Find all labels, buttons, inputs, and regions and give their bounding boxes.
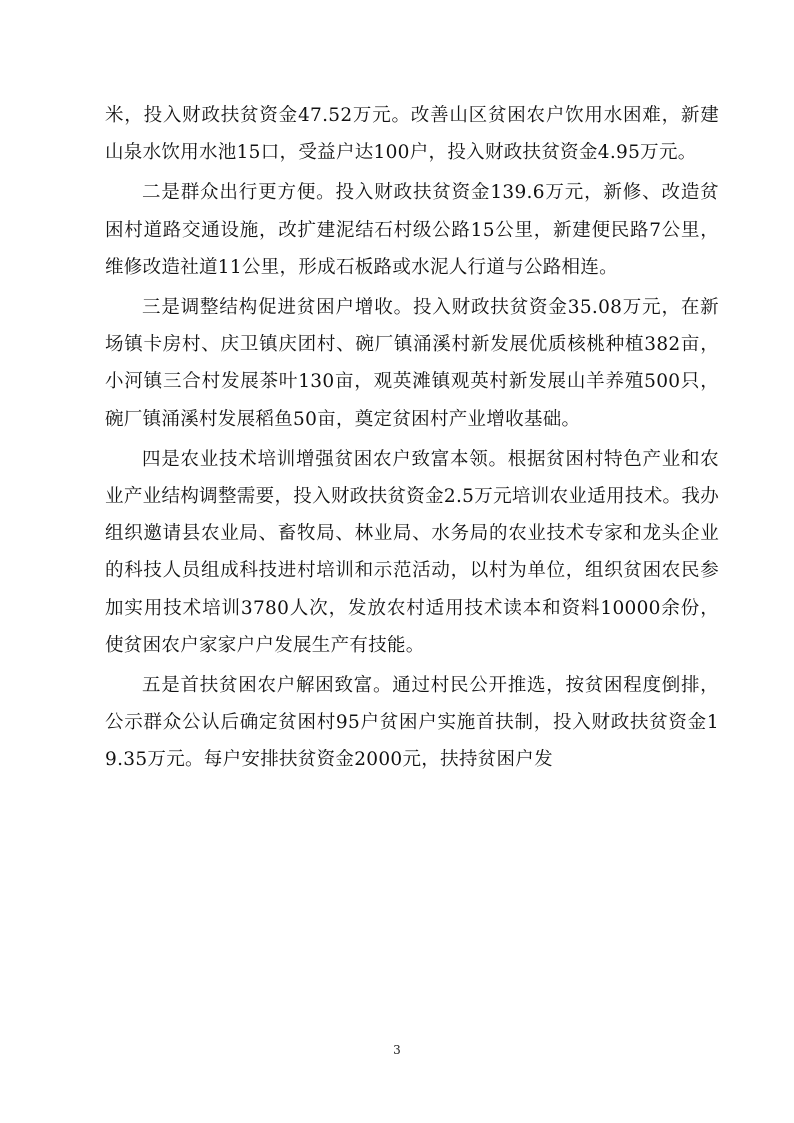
paragraph-industry-structure: 三是调整结构促进贫困户增收。投入财政扶贫资金35.08万元，在新场镇卡房村、庆卫镇庆团村、碗厂镇涌溪村新发展优质核桃种植382亩，小河镇三合村发展茶叶130亩，观英滩镇观英村新发展山羊养殖500只，碗厂镇涌溪村发展稻鱼50亩，奠定贫困村产业增收基础。 [105,297,719,430]
paragraph-first-support: 五是首扶贫困农户解困致富。通过村民公开推选，按贫困程度倒排，公示群众公认后确定贫困村95户贫困户实施首扶制，投入财政扶贫资金19.35万元。每户安排扶贫资金2000元，扶持贫困户发 [105,675,719,771]
page-number: 3 [393,1043,401,1057]
paragraph-continuation: 米，投入财政扶贫资金47.52万元。改善山区贫困农户饮用水困难，新建山泉水饮用水池15口，受益户达100户，投入财政扶贫资金4.95万元。 [105,105,719,164]
paragraph-agri-training: 四是农业技术培训增强贫困农户致富本领。根据贫困村特色产业和农业产业结构调整需要，投入财政扶贫资金2.5万元培训农业适用技术。我办组织邀请县农业局、畜牧局、林业局、水务局的农业技术专家和龙头企业的科技人员组成科技进村培训和示范活动，以村为单位，组织贫困农民参加实用技术培训3780人次，发放农村适用技术读本和资料10000余份，使贫困农户家家户户发展生产有技能。 [105,448,719,656]
document-body [105,97,719,782]
paragraph-transport: 二是群众出行更方便。投入财政扶贫资金139.6万元，新修、改造贫困村道路交通设施，改扩建泥结石村级公路15公里，新建便民路7公里，维修改造社道11公里，形成石板路或水泥人行道与公路相连。 [105,182,719,278]
